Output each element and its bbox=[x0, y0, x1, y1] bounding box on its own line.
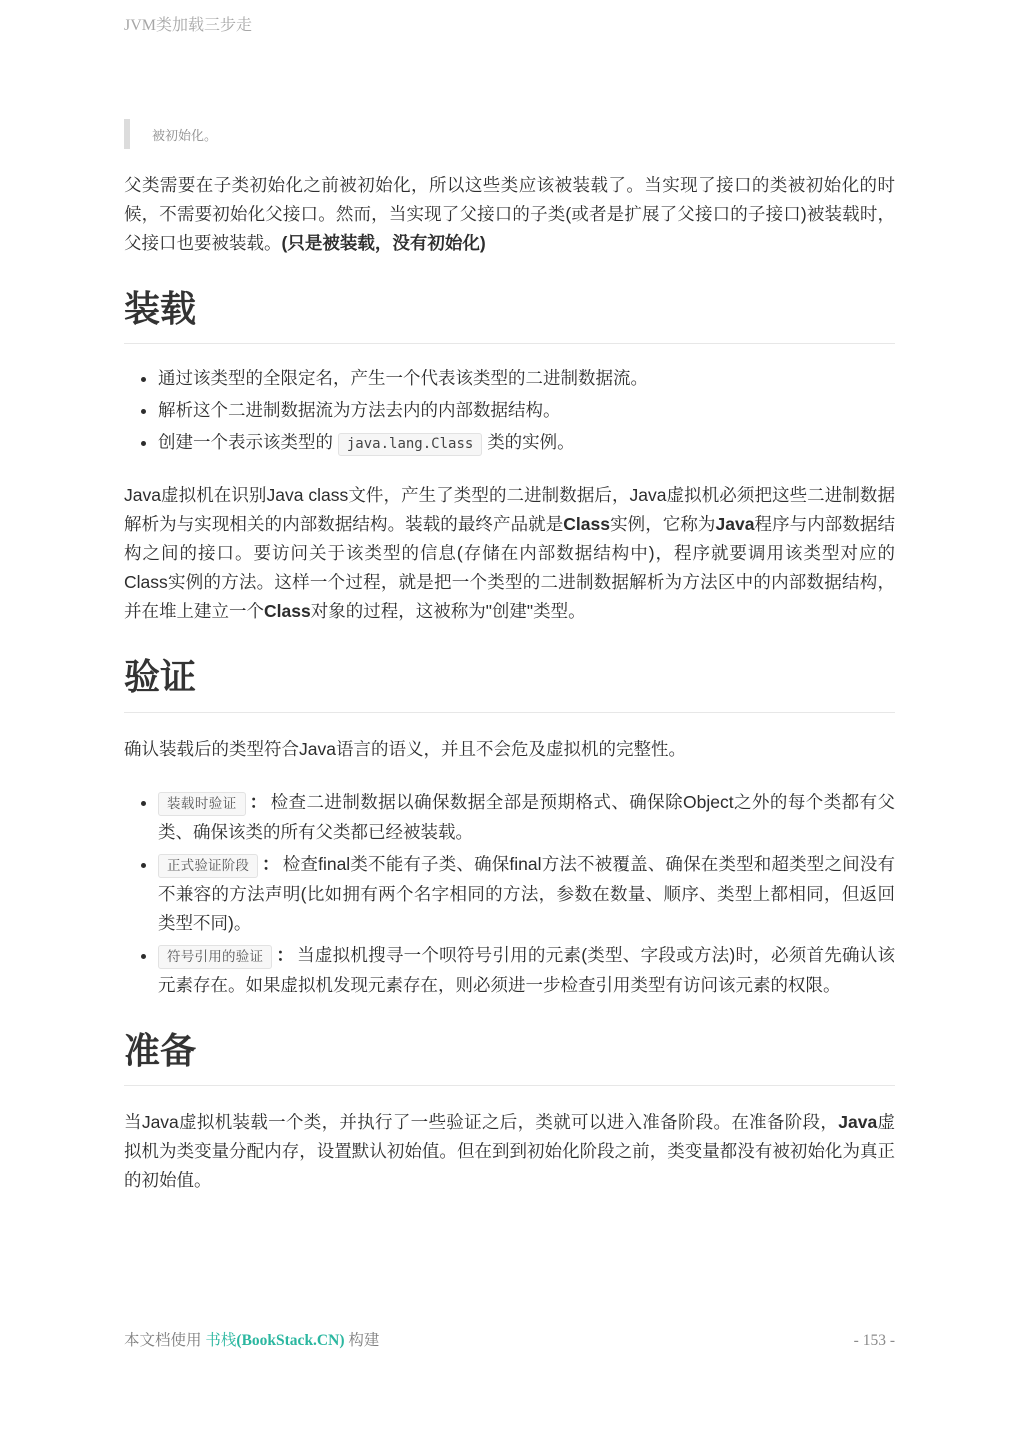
text-segment: 当Java虚拟机装载一个类，并执行了一些验证之后，类就可以进入准备阶段。在准备阶段， bbox=[124, 1112, 839, 1133]
blockquote-text: 被初始化。 bbox=[152, 127, 218, 143]
running-header: JVM类加载三步走 bbox=[124, 17, 253, 34]
page-footer bbox=[124, 1328, 895, 1350]
paragraph-intro bbox=[124, 171, 895, 258]
text-segment: 父类需要在子类初始化之前被初始化，所以这些类应该被装载了。当实现了接口的类被初始化的时候，不需要初始化父接口。然而，当实现了父接口的子类(或者是扩展了父接口的子接口)被装载时，父接口也要被装载。 bbox=[124, 175, 895, 253]
list-item bbox=[158, 788, 895, 847]
blockquote bbox=[124, 119, 895, 149]
section-title-verify: 验证 bbox=[124, 656, 895, 712]
text-segment: 实例，它称为 bbox=[610, 514, 716, 535]
text-segment: 通过该类型的全限定名，产生一个代表该类型的二进制数据流。 bbox=[158, 368, 648, 389]
list-item bbox=[158, 941, 895, 1000]
paragraph-verify-intro: 确认装载后的类型符合Java语言的语义，并且不会危及虚拟机的完整性。 bbox=[124, 738, 686, 759]
bookstack-link[interactable] bbox=[205, 1332, 344, 1349]
text-segment-bold: Class bbox=[563, 514, 610, 535]
text-segment-bold: Java bbox=[715, 514, 755, 535]
text-segment: 创建一个表示该类型的 bbox=[158, 432, 333, 453]
page-number: - 153 - bbox=[853, 1332, 895, 1349]
text-segment-bold: (只是被装载，没有初始化) bbox=[281, 233, 486, 253]
text-segment: 当虚拟机搜寻一个呗符号引用的元素(类型、字段或方法)时，必须首先确认该元素存在。如果虚拟机发现元素存在，则必须进一步检查引用类型有访问该元素的权限。 bbox=[158, 944, 896, 995]
colon-separator: ： bbox=[249, 791, 268, 812]
list-item bbox=[158, 428, 895, 459]
colon-separator: ： bbox=[276, 944, 295, 965]
tag-pill: 符号引用的验证 bbox=[158, 945, 272, 969]
verify-items-list bbox=[124, 788, 895, 1000]
blockquote-bar bbox=[124, 119, 130, 149]
text-segment: 检查final类不能有子类、确保final方法不被覆盖、确保在类型和超类型之间没有不兼容的方法声明(比如拥有两个名字相同的方法，参数在数量、顺序、类型上都相同，但返回类型不同)。 bbox=[158, 853, 896, 933]
text-segment: 类的实例。 bbox=[487, 432, 575, 453]
paragraph-loading-detail bbox=[124, 481, 895, 626]
text-segment: 解析这个二进制数据流为方法去内的内部数据结构。 bbox=[158, 400, 561, 421]
text-segment: 构建 bbox=[344, 1332, 380, 1349]
brand-name: 书栈 bbox=[205, 1332, 237, 1349]
list-item bbox=[158, 364, 895, 393]
tag-pill: 装载时验证 bbox=[158, 792, 246, 816]
text-segment-bold: Java bbox=[838, 1112, 878, 1133]
section-title-prepare: 准备 bbox=[124, 1030, 895, 1086]
colon-separator: ： bbox=[262, 853, 280, 874]
text-segment: 对象的过程，这被称为"创建"类型。 bbox=[310, 601, 586, 622]
text-segment-bold: Class bbox=[264, 601, 311, 622]
text-segment: 虚拟机为类变量分配内存，设置默认初始值。但在到到初始化阶段之前，类变量都没有被初始化为真正的初始值。 bbox=[124, 1112, 896, 1191]
text-segment: Java虚拟机在识别Java class文件，产生了类型的二进制数据后，Java虚拟机必须把这些二进制数据解析为与实现相关的内部数据结构。装载的最终产品就是 bbox=[124, 485, 895, 535]
tag-pill: 正式验证阶段 bbox=[158, 854, 258, 878]
list-item bbox=[158, 396, 895, 425]
text-segment: 程序与内部数据结构之间的接口。要访问关于该类型的信息(存储在内部数据结构中)，程序就要调用该类型对应的Class实例的方法。这样一个过程，就是把一个类型的二进制数据解析为方法区中的内部数据结构，并在堆上建立一个 bbox=[124, 514, 896, 622]
text-segment: 本文档使用 bbox=[124, 1332, 206, 1349]
loading-steps-list bbox=[124, 364, 895, 459]
brand-domain: (BookStack.CN) bbox=[236, 1332, 345, 1349]
text-segment: 检查二进制数据以确保数据全部是预期格式、确保除Object之外的每个类都有父类、确保该类的所有父类都已经被装载。 bbox=[158, 791, 896, 842]
list-item bbox=[158, 850, 895, 938]
paragraph-prepare bbox=[124, 1108, 895, 1195]
section-title-loading: 装载 bbox=[124, 288, 895, 344]
footer-build-note bbox=[124, 1328, 379, 1350]
inline-code-java-lang-class: java.lang.Class bbox=[338, 433, 482, 456]
